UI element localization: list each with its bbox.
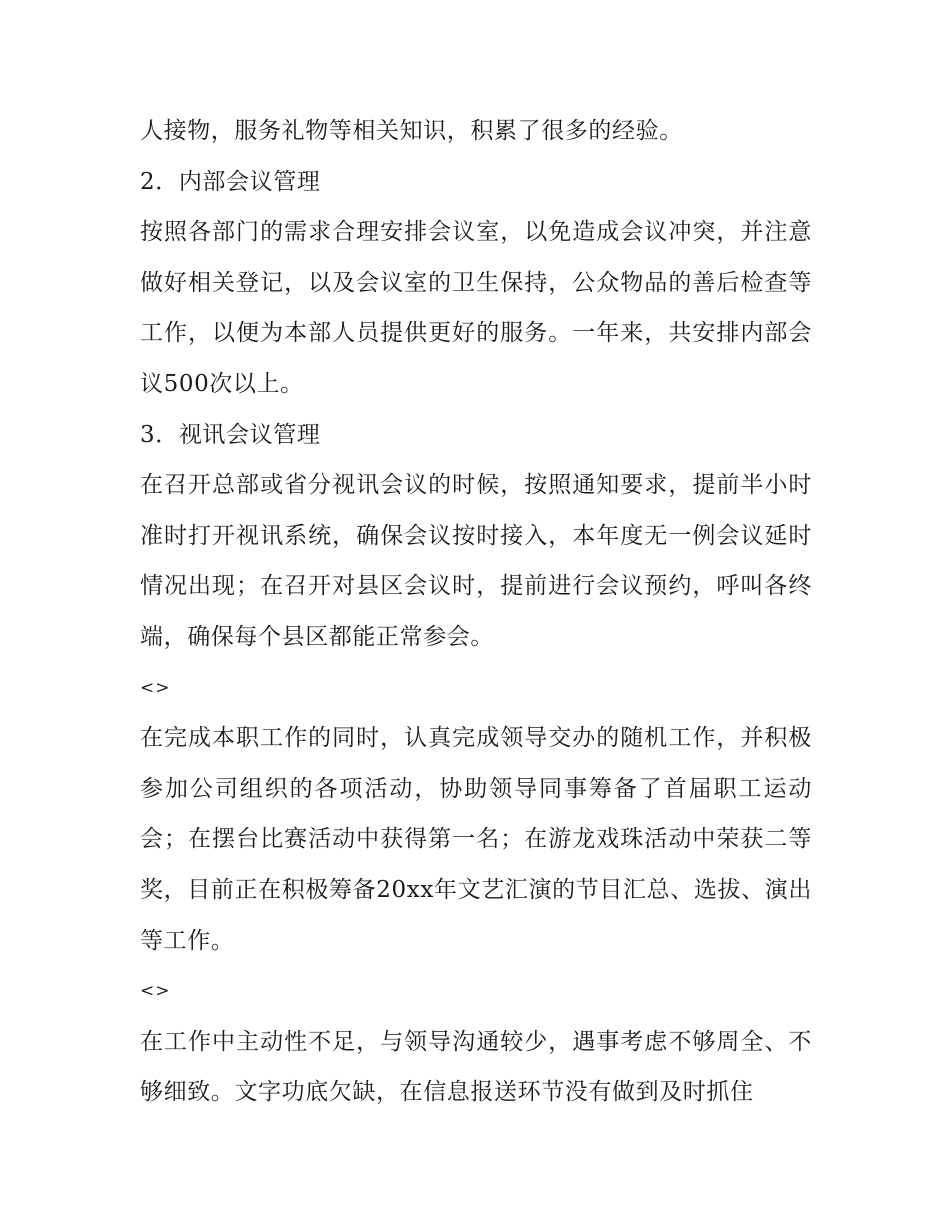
section-marker: <>	[140, 677, 171, 698]
section-marker: <>	[140, 981, 171, 1002]
paragraph-video-conferences: 在召开总部或省分视讯会议的时候，按照通知要求，提前半小时准时打开视讯系统，确保会议按时接入，本年度无一例会议延时情况出现；在召开对县区会议时，提前进行会议预约，呼叫各终端，确保每个县区都能正常参会。	[140, 472, 812, 650]
paragraph-other-work: 在完成本职工作的同时，认真完成领导交办的随机工作，并积极参加公司组织的各项活动，协助领导同事筹备了首届职工运动会；在摆台比赛活动中获得第一名；在游龙戏珠活动中荣获二等奖，目前正在积极筹备20xx年文艺汇演的节目汇总、选拔、演出等工作。	[140, 725, 812, 954]
paragraph-internal-meetings: 按照各部门的需求合理安排会议室，以免造成会议冲突，并注意做好相关登记，以及会议室的卫生保持，公众物品的善后检查等工作，以便为本部人员提供更好的服务。一年来，共安排内部会议500次以上。	[140, 219, 812, 397]
heading-internal-meetings: 2．内部会议管理	[140, 168, 321, 195]
document-body	[140, 106, 812, 1118]
heading-video-conferences: 3．视讯会议管理	[140, 421, 321, 448]
paragraph-hospitality-continued: 人接物，服务礼物等相关知识，积累了很多的经验。	[140, 118, 683, 144]
paragraph-shortcomings: 在工作中主动性不足，与领导沟通较少，遇事考虑不够周全、不够细致。文字功底欠缺，在信息报送环节没有做到及时抓住	[140, 1028, 812, 1106]
